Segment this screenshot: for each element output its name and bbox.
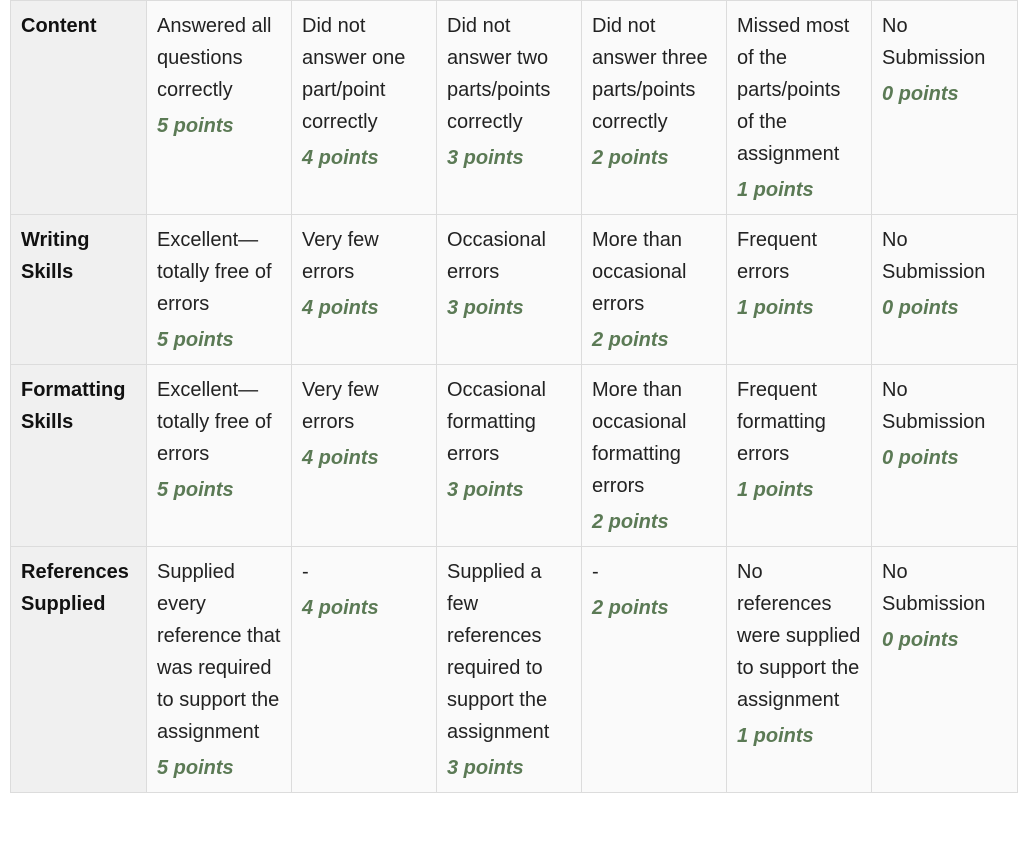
- rubric-cell: [147, 365, 292, 547]
- rubric-cell: [872, 1, 1018, 215]
- cell-points: 1 points: [737, 479, 814, 501]
- cell-description: Frequent formatting errors: [737, 379, 826, 465]
- criterion-label: Formatting Skills: [11, 365, 147, 547]
- cell-description: Did not answer one part/point correctly: [302, 15, 406, 133]
- rubric-body: [11, 1, 1018, 793]
- rubric-cell: [582, 1, 727, 215]
- rubric-row: [11, 1, 1018, 215]
- rubric-cell: [437, 547, 582, 793]
- cell-points: 4 points: [302, 447, 379, 469]
- cell-description: No Submission: [882, 379, 986, 433]
- cell-description: Very few errors: [302, 379, 379, 433]
- rubric-table: [10, 0, 1018, 793]
- criterion-label: Content: [11, 1, 147, 215]
- cell-description: More than occasional errors: [592, 229, 687, 315]
- cell-points: 5 points: [157, 115, 234, 137]
- cell-points: 3 points: [447, 147, 524, 169]
- cell-description: Did not answer two parts/points correctly: [447, 15, 551, 133]
- cell-points: 2 points: [592, 511, 669, 533]
- cell-points: 4 points: [302, 147, 379, 169]
- rubric-cell: [582, 365, 727, 547]
- rubric-cell: [727, 547, 872, 793]
- cell-points: 2 points: [592, 329, 669, 351]
- cell-points: 0 points: [882, 629, 959, 651]
- rubric-cell: [292, 547, 437, 793]
- rubric-cell: [292, 365, 437, 547]
- rubric-cell: [582, 547, 727, 793]
- cell-points: 2 points: [592, 147, 669, 169]
- rubric-cell: [872, 365, 1018, 547]
- cell-points: 1 points: [737, 297, 814, 319]
- cell-description: No references were supplied to support the assignment: [737, 561, 861, 711]
- rubric-cell: [437, 1, 582, 215]
- cell-description: Supplied every reference that was required to support the assignment: [157, 561, 281, 743]
- cell-points: 4 points: [302, 297, 379, 319]
- cell-points: 5 points: [157, 479, 234, 501]
- criterion-label: References Supplied: [11, 547, 147, 793]
- cell-description: Excellent—totally free of errors: [157, 379, 272, 465]
- cell-points: 0 points: [882, 83, 959, 105]
- cell-description: No Submission: [882, 15, 986, 69]
- cell-description: Missed most of the parts/points of the assignment: [737, 15, 850, 165]
- rubric-cell: [147, 547, 292, 793]
- cell-description: More than occasional formatting errors: [592, 379, 687, 497]
- rubric-cell: [727, 365, 872, 547]
- cell-description: -: [302, 561, 309, 583]
- cell-description: No Submission: [882, 561, 986, 615]
- cell-points: 5 points: [157, 757, 234, 779]
- rubric-row: [11, 547, 1018, 793]
- cell-points: 4 points: [302, 597, 379, 619]
- cell-points: 0 points: [882, 297, 959, 319]
- cell-points: 5 points: [157, 329, 234, 351]
- rubric-row: [11, 365, 1018, 547]
- rubric-cell: [292, 1, 437, 215]
- cell-points: 1 points: [737, 179, 814, 201]
- cell-description: No Submission: [882, 229, 986, 283]
- rubric-cell: [437, 365, 582, 547]
- cell-description: Occasional errors: [447, 229, 546, 283]
- criterion-label: Writing Skills: [11, 215, 147, 365]
- cell-description: -: [592, 561, 599, 583]
- rubric-cell: [872, 547, 1018, 793]
- rubric-cell: [147, 215, 292, 365]
- rubric-cell: [727, 1, 872, 215]
- cell-points: 0 points: [882, 447, 959, 469]
- rubric-cell: [582, 215, 727, 365]
- cell-points: 1 points: [737, 725, 814, 747]
- cell-points: 3 points: [447, 757, 524, 779]
- cell-description: Occasional formatting errors: [447, 379, 546, 465]
- cell-description: Frequent errors: [737, 229, 818, 283]
- cell-points: 2 points: [592, 597, 669, 619]
- cell-description: Answered all questions correctly: [157, 15, 272, 101]
- rubric-row: [11, 215, 1018, 365]
- rubric-cell: [872, 215, 1018, 365]
- cell-description: Very few errors: [302, 229, 379, 283]
- cell-description: Supplied a few references required to support the assignment: [447, 561, 550, 743]
- cell-points: 3 points: [447, 297, 524, 319]
- rubric-cell: [147, 1, 292, 215]
- cell-description: Did not answer three parts/points correctly: [592, 15, 708, 133]
- rubric-cell: [437, 215, 582, 365]
- rubric-cell: [727, 215, 872, 365]
- rubric-cell: [292, 215, 437, 365]
- cell-description: Excellent—totally free of errors: [157, 229, 272, 315]
- cell-points: 3 points: [447, 479, 524, 501]
